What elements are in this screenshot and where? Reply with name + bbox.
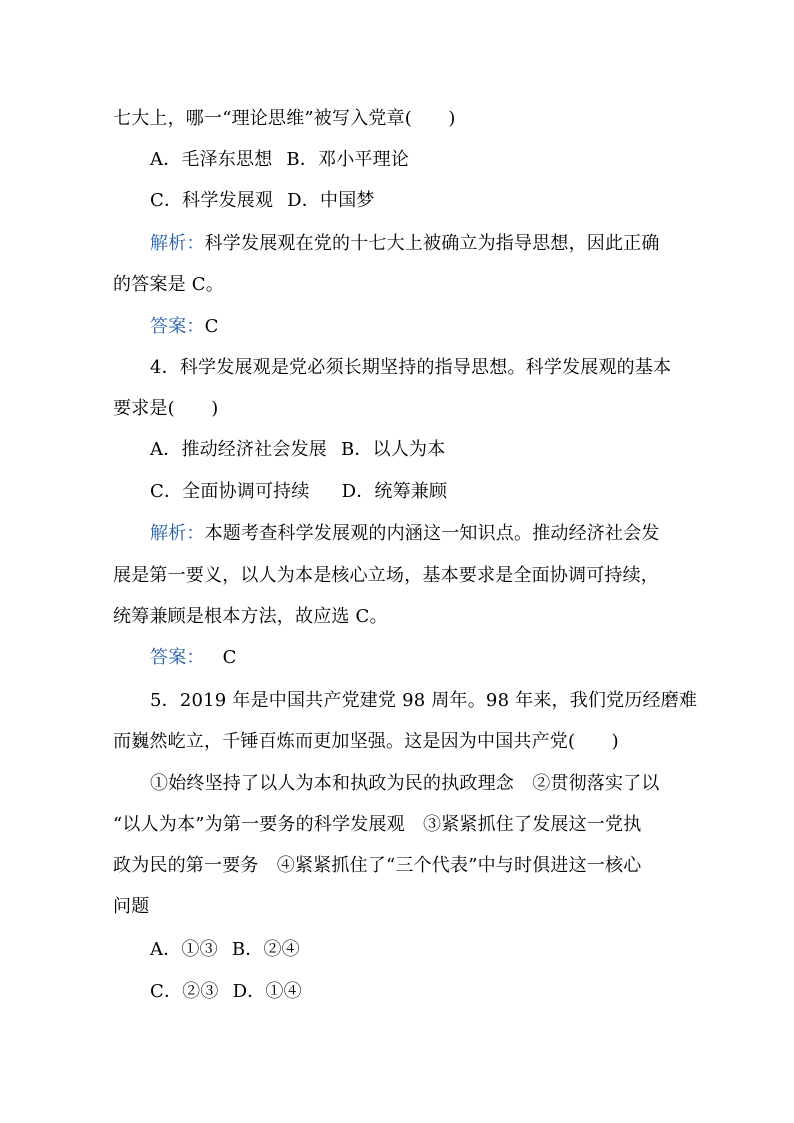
q4-answer-label: 答案： [150,647,205,668]
q4-analysis-line-2: 展是第一要义，以人为本是核心立场，基本要求是全面协调可持续， [113,565,659,586]
q3-options-row-1 [150,147,720,173]
q5-option-d: D．①④ [232,981,302,1002]
q5-options-row-2 [150,979,720,1005]
q5-item-line-3: 政为民的第一要务 ④紧紧抓住了“三个代表”中与时俱进这一核心 [113,855,642,876]
q3-option-d: D．中国梦 [287,190,375,211]
q3-option-a: A．毛泽东思想 [150,149,273,170]
q3-stem-line: 七大上，哪一“理论思维”被写入党章( ) [113,108,456,129]
q4-option-b: B．以人为本 [341,439,446,460]
q3-option-b: B．邓小平理论 [286,149,410,170]
q5-option-a: A．①③ [150,939,218,960]
q4-stem-line-1: 4．科学发展观是党必须长期坚持的指导思想。科学发展观的基本 [150,357,672,378]
q5-item-line-1: ①始终坚持了以人为本和执政为民的执政理念 ②贯彻落实了以 [150,773,660,794]
q4-options-row-1 [150,437,720,463]
q5-option-c: C．②③ [150,981,219,1002]
q4-option-a: A．推动经济社会发展 [150,439,327,460]
q5-options-row-1 [150,937,720,963]
q5-stem-line-1: 5．2019 年是中国共产党建党 98 周年。98 年来，我们党历经磨难 [150,690,698,711]
q3-analysis-line-2: 的答案是 C。 [113,274,224,295]
q3-analysis-line-1 [150,231,720,257]
q4-answer-value: C [222,647,237,668]
q4-analysis-text-1: 本题考查科学发展观的内涵这一知识点。推动经济社会发 [204,523,660,544]
q4-stem-line-2: 要求是( ) [113,398,219,419]
q5-item-line-4: 问题 [113,896,150,917]
q3-answer-line [150,314,720,340]
q4-analysis-label: 解析： [150,523,205,544]
q3-answer-label: 答案： [150,316,205,337]
q4-option-d: D．统筹兼顾 [341,481,448,502]
q3-option-c: C．科学发展观 [150,190,274,211]
q4-analysis-line-3: 统筹兼顾是根本方法，故应选 C。 [113,606,388,627]
q5-stem-line-2: 而巍然屹立，千锤百炼而更加坚强。这是因为中国共产党( ) [113,731,619,752]
q5-item-line-2: “以人为本”为第一要务的科学发展观 ③紧紧抓住了发展这一党执 [113,814,642,835]
q4-analysis-line-1 [150,521,720,547]
q5-option-b: B．②④ [231,939,300,960]
q3-analysis-text-1: 科学发展观在党的十七大上被确立为指导思想，因此正确 [204,233,660,254]
q3-answer-value: C [204,316,219,337]
q3-analysis-label: 解析： [150,233,205,254]
q3-options-row-2 [150,188,720,214]
q4-option-c: C．全面协调可持续 [150,481,310,502]
q4-answer-line [150,645,720,671]
q4-options-row-2 [150,479,720,505]
